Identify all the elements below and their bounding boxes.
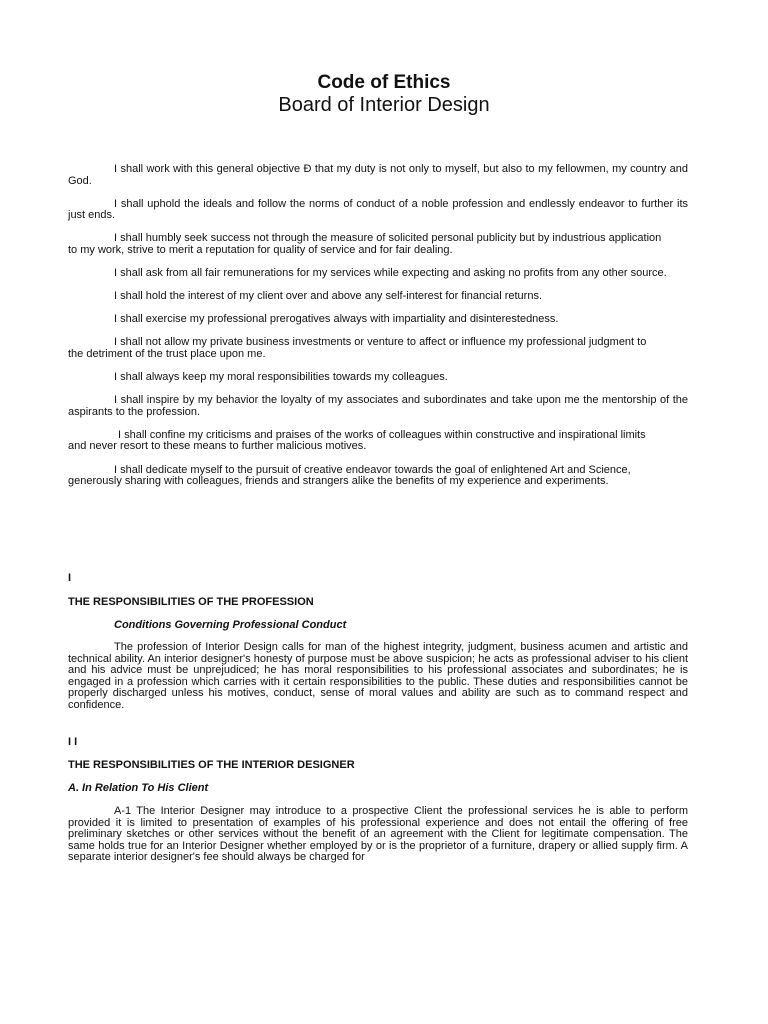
- section-paragraph: The profession of Interior Design calls for man of the highest integrity, judgment, business acumen and artistic and technical ability. An interior designer's honesty of purpose must be above suspicion; he acts as professional adviser to his client and his advice must be unprejudiced; he has moral responsibilities to his professional associates and subordinates; he is engaged in a profession which carries with it certain responsibilities to the public. These duties and responsibilities cannot be properly discharged unless his motives, conduct, sense of moral values and ability are such as to command respect and confidence.: [68, 641, 688, 711]
- section-heading: THE RESPONSIBILITIES OF THE PROFESSION: [68, 596, 314, 608]
- document-title: Code of Ethics: [317, 72, 451, 93]
- creed-paragraph: I shall not allow my private business investments or venture to affect or influence my professional judgment to the detriment of the trust place upon me.: [68, 336, 647, 360]
- creed-paragraph: I shall humbly seek success not through the measure of solicited personal publicity but by industrious application to my work, strive to merit a reputation for quality of service and for fair dealing.: [68, 232, 662, 256]
- creed-paragraph: I shall dedicate myself to the pursuit of creative endeavor towards the goal of enlightened Art and Science, generously sharing with colleagues, friends and strangers alike the benefits of my experience and experiments.: [68, 463, 631, 488]
- creed-paragraph: I shall uphold the ideals and follow the norms of conduct of a noble profession and endlessly endeavor to further its just ends.: [68, 197, 688, 222]
- section-numeral: I: [68, 572, 72, 584]
- creed-list: [68, 164, 688, 499]
- creed-paragraph: I shall inspire by my behavior the loyalty of my associates and subordinates and take upon me the mentorship of the aspirants to the profession.: [68, 394, 688, 418]
- creed-paragraph: I shall work with this general objective Ð that my duty is not only to myself, but also to my fellowmen, my country and God.: [68, 163, 688, 187]
- creed-paragraph: I shall hold the interest of my client over and above any self-interest for financial returns.: [114, 290, 542, 303]
- section-subheading: A. In Relation To His Client: [68, 782, 209, 794]
- creed-paragraph: I shall confine my criticisms and praises of the works of colleagues within constructive and inspirational limits and never resort to these means to further malicious motives.: [68, 428, 646, 453]
- section-paragraph: A-1 The Interior Designer may introduce to a prospective Client the professional services he is able to perform provided it is limited to presentation of examples of his professional experience and does not entail the offering of free preliminary sketches or other services without the benefit of an agreement with the Client for legitimate compensation. The same holds true for an Interior Designer whether employed by or is the proprietor of a furniture, drapery or allied supply firm. A separate interior designer's fee should always be charged for: [68, 805, 688, 864]
- section-subheading: Conditions Governing Professional Conduct: [114, 619, 347, 631]
- creed-paragraph: I shall exercise my professional prerogatives always with impartiality and disinterestedness.: [114, 313, 559, 326]
- creed-paragraph: I shall ask from all fair remunerations for my services while expecting and asking no profits from any other source.: [114, 267, 667, 280]
- section-numeral: I I: [68, 736, 78, 748]
- document-subtitle: Board of Interior Design: [278, 94, 490, 116]
- creed-paragraph: I shall always keep my moral responsibilities towards my colleagues.: [114, 371, 448, 384]
- section-heading: THE RESPONSIBILITIES OF THE INTERIOR DESIGNER: [68, 759, 355, 771]
